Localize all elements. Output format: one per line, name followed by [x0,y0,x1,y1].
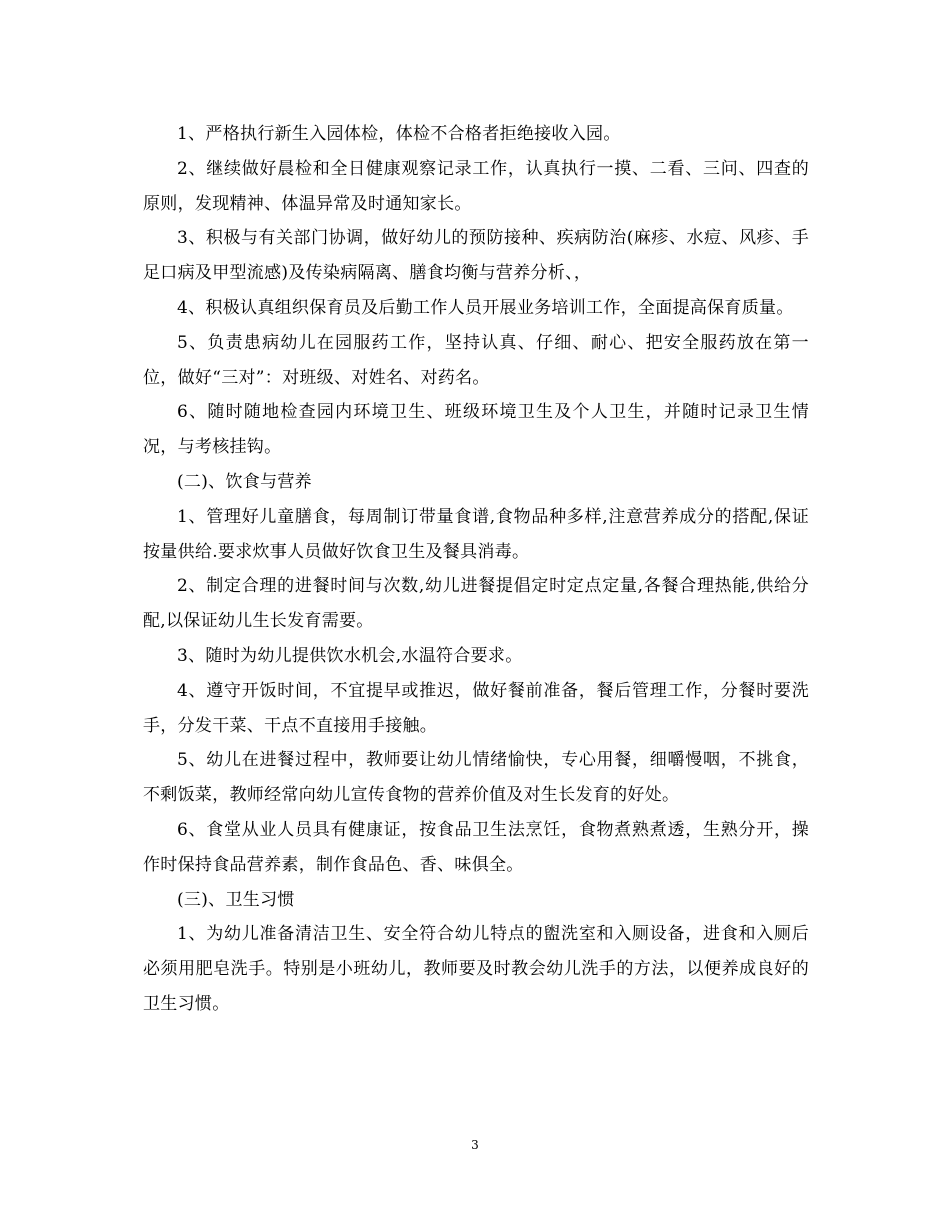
paragraph: 4、遵守开饭时间，不宜提早或推迟，做好餐前准备，餐后管理工作，分餐时要洗手，分发干菜、干点不直接用手接触。 [143,680,809,736]
paragraph: 1、严格执行新生入园体检，体检不合格者拒绝接收入园。 [177,124,621,144]
paragraph: 6、食堂从业人员具有健康证，按食品卫生法烹饪，食物煮熟煮透，生熟分开，操作时保持食品营养素，制作食品色、香、味俱全。 [143,819,809,875]
document-body [143,117,809,1022]
page-number: 3 [471,1138,479,1152]
paragraph: 5、负责患病幼儿在园服药工作，坚持认真、仔细、耐心、把安全服药放在第一位，做好“三对”：对班级、对姓名、对药名。 [143,332,809,388]
paragraph: 1、为幼儿准备清洁卫生、安全符合幼儿特点的盥洗室和入厕设备，进食和入厕后必须用肥皂洗手。特别是小班幼儿，教师要及时教会幼儿洗手的方法，以便养成良好的卫生习惯。 [143,924,809,1014]
paragraph: 3、随时为幼儿提供饮水机会,水温符合要求。 [177,645,523,666]
paragraph: 2、制定合理的进餐时间与次数,幼儿进餐提倡定时定点定量,各餐合理热能,供给分配,以保证幼儿生长发育需要。 [143,576,809,632]
section-heading: (三)、卫生习惯 [177,889,295,910]
paragraph: 4、积极认真组织保育员及后勤工作人员开展业务培训工作，全面提高保育质量。 [177,297,794,318]
paragraph: 2、继续做好晨检和全日健康观察记录工作，认真执行一摸、二看、三问、四查的原则，发现精神、体温异常及时通知家长。 [143,158,809,214]
paragraph: 3、积极与有关部门协调，做好幼儿的预防接种、疾病防治(麻疹、水痘、风疹、手足口病及甲型流感)及传染病隔离、膳食均衡与营养分析、， [143,228,809,284]
section-heading: (二)、饮食与营养 [177,471,312,492]
paragraph: 1、管理好儿童膳食，每周制订带量食谱,食物品种多样,注意营养成分的搭配,保证按量供给.要求炊事人员做好饮食卫生及餐具消毒。 [143,506,809,562]
paragraph: 6、随时随地检查园内环境卫生、班级环境卫生及个人卫生，并随时记录卫生情况，与考核挂钩。 [143,402,809,458]
paragraph: 5、幼儿在进餐过程中，教师要让幼儿情绪愉快，专心用餐，细嚼慢咽，不挑食，不剩饭菜，教师经常向幼儿宣传食物的营养价值及对生长发育的好处。 [143,750,809,806]
